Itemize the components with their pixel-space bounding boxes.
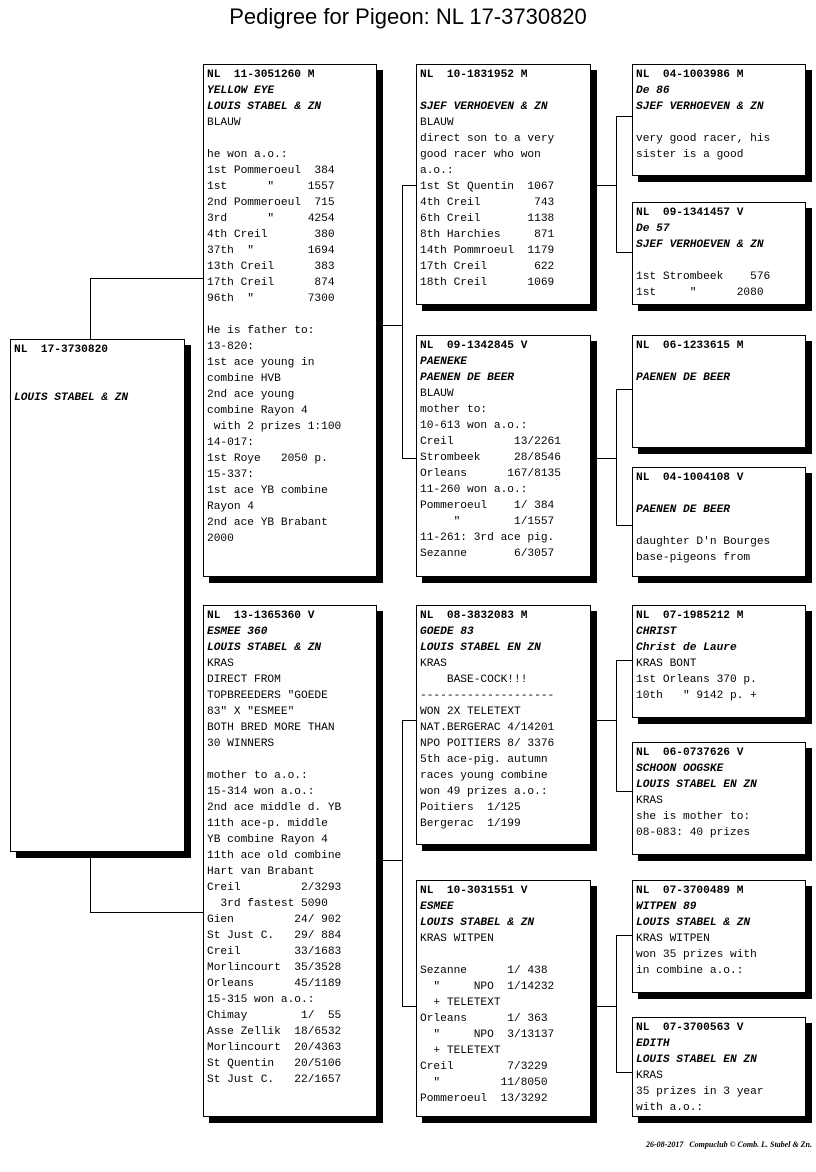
pigeon-name: ESMEE — [420, 901, 454, 913]
info-line: BLAUW — [420, 388, 454, 400]
info-line: " NPO 3/13137 — [420, 1029, 555, 1041]
info-line: KRAS — [636, 795, 663, 807]
pigeon-name: CHRIST — [636, 626, 677, 638]
info-line: he won a.o.: — [207, 149, 288, 161]
pigeon-name: PAENEKE — [420, 356, 467, 368]
info-line: Morlincourt 35/3528 — [207, 962, 342, 974]
breeder-name: SJEF VERHOEVEN & ZN — [636, 239, 764, 251]
pigeon-name — [636, 354, 801, 370]
info-line: Hart van Brabant — [207, 866, 315, 878]
pigeon-name: De 57 — [636, 223, 670, 235]
info-line: very good racer, his — [636, 133, 771, 145]
breeder-name: Christ de Laure — [636, 642, 737, 654]
info-line: Creil 2/3293 — [207, 882, 342, 894]
info-line: a.o.: — [420, 165, 454, 177]
info-line: 1st Pommeroeul 384 — [207, 165, 335, 177]
breeder-name: LOUIS STABEL EN ZN — [420, 642, 541, 654]
info-line: won 35 prizes with — [636, 949, 757, 961]
info-line: 14th Pommroeul 1179 — [420, 245, 555, 257]
info-line — [207, 131, 372, 147]
info-line: Pommeroeul 1/ 384 — [420, 500, 555, 512]
connector-line — [616, 935, 617, 1072]
connector-line — [616, 389, 633, 390]
info-line: 15-337: — [207, 469, 254, 481]
info-line: " 11/8050 — [420, 1077, 548, 1089]
info-line: 4th Creil 743 — [420, 197, 555, 209]
info-line: she is mother to: — [636, 811, 751, 823]
ring-number: NL 08-3832083 M — [420, 610, 528, 622]
info-line: 1st ace YB combine — [207, 485, 328, 497]
breeder-name: LOUIS STABEL EN ZN — [636, 779, 757, 791]
connector-line — [90, 851, 91, 912]
pigeon-card-dam[interactable] — [203, 605, 377, 1117]
info-line: daughter D'n Bourges — [636, 536, 771, 548]
pigeon-card-sd-sire[interactable] — [632, 335, 806, 448]
connector-line — [90, 278, 91, 340]
ring-number: NL 10-3031551 V — [420, 885, 528, 897]
connector-line — [402, 185, 403, 458]
pigeon-card-ds-dam[interactable] — [632, 742, 806, 855]
info-line: Chimay 1/ 55 — [207, 1010, 342, 1022]
info-line: BASE-COCK!!! — [420, 674, 528, 686]
info-line: 08-083: 40 prizes — [636, 827, 751, 839]
info-line: direct son to a very — [420, 133, 555, 145]
info-line: YB combine Rayon 4 — [207, 834, 328, 846]
info-line: 2000 — [207, 533, 234, 545]
ring-number: NL 06-0737626 V — [636, 747, 744, 759]
connector-line — [616, 660, 617, 791]
pigeon-card-sire[interactable] — [203, 64, 377, 577]
connector-line — [402, 458, 417, 459]
info-line: Sezanne 6/3057 — [420, 548, 555, 560]
info-line: 11-261: 3rd ace pig. — [420, 532, 555, 544]
info-line: + TELETEXT — [420, 997, 501, 1009]
info-line: KRAS BONT — [636, 658, 697, 670]
info-line: BLAUW — [420, 117, 454, 129]
info-line: mother to a.o.: — [207, 770, 308, 782]
connector-line — [616, 1072, 633, 1073]
info-line: 15-315 won a.o.: — [207, 994, 315, 1006]
info-line: won 49 prizes a.o.: — [420, 786, 548, 798]
info-line: Poitiers 1/125 — [420, 802, 521, 814]
info-line: St Quentin 20/5106 — [207, 1058, 342, 1070]
info-line: 30 WINNERS — [207, 738, 275, 750]
connector-line — [616, 791, 633, 792]
pigeon-card-dd-sire[interactable] — [632, 880, 806, 993]
breeder-name: PAENEN DE BEER — [636, 372, 730, 384]
info-line: Orleans 45/1189 — [207, 978, 342, 990]
info-line — [636, 253, 801, 269]
info-line: 2nd ace YB Brabant — [207, 517, 328, 529]
info-line: 1st ace young in — [207, 357, 315, 369]
ring-number: NL 07-3700563 V — [636, 1022, 744, 1034]
pigeon-name: ESMEE 360 — [207, 626, 268, 638]
info-line: mother to: — [420, 404, 488, 416]
info-line: 13-820: — [207, 341, 254, 353]
info-line: 14-017: — [207, 437, 254, 449]
info-line: good racer who won — [420, 149, 541, 161]
info-line: 3rd fastest 5090 — [207, 898, 328, 910]
info-line: Strombeek 28/8546 — [420, 452, 561, 464]
info-line: 2nd Pommeroeul 715 — [207, 197, 335, 209]
ring-number: NL 06-1233615 M — [636, 340, 744, 352]
pigeon-name — [420, 83, 586, 99]
breeder-name: SJEF VERHOEVEN & ZN — [420, 101, 548, 113]
connector-line — [402, 1006, 417, 1007]
spacer — [14, 358, 180, 374]
pigeon-card-subject[interactable] — [10, 339, 185, 852]
pigeon-name: De 86 — [636, 85, 670, 97]
connector-line — [402, 720, 403, 1006]
pigeon-name: GOEDE 83 — [420, 626, 474, 638]
info-line: 17th Creil 622 — [420, 261, 555, 273]
pigeon-card-dam-dam[interactable] — [416, 880, 591, 1117]
info-line: -------------------- — [420, 690, 555, 702]
info-line: NPO POITIERS 8/ 3376 — [420, 738, 555, 750]
info-line: 6th Creil 1138 — [420, 213, 555, 225]
pigeon-name: YELLOW EYE — [207, 85, 275, 97]
connector-line — [597, 1006, 617, 1007]
ring-number: NL 07-1985212 M — [636, 610, 744, 622]
info-line: KRAS — [420, 658, 447, 670]
info-line: 5th ace-pig. autumn — [420, 754, 548, 766]
info-line: Rayon 4 — [207, 501, 254, 513]
info-line: KRAS WITPEN — [636, 933, 710, 945]
connector-line — [616, 660, 633, 661]
breeder-name: PAENEN DE BEER — [420, 372, 514, 384]
connector-line — [597, 458, 617, 459]
info-line: Orleans 1/ 363 — [420, 1013, 548, 1025]
footer-credit: 26-08-2017 Compuclub © Comb. L. Stabel & Zn. — [646, 1140, 812, 1149]
info-line — [636, 115, 801, 131]
ring-number: NL 07-3700489 M — [636, 885, 744, 897]
breeder-name: LOUIS STABEL & ZN — [636, 917, 751, 929]
info-line: BOTH BRED MORE THAN — [207, 722, 335, 734]
info-line: KRAS WITPEN — [420, 933, 494, 945]
breeder-name: LOUIS STABEL & ZN — [207, 101, 322, 113]
breeder-name: SJEF VERHOEVEN & ZN — [636, 101, 764, 113]
ring-number: NL 10-1831952 M — [420, 69, 528, 81]
info-line — [636, 518, 801, 534]
connector-line — [597, 185, 617, 186]
pigeon-card-dd-dam[interactable] — [632, 1017, 806, 1117]
info-line: Pommeroeul 13/3292 — [420, 1093, 548, 1105]
ring-number: NL 09-1341457 V — [636, 207, 744, 219]
connector-line — [383, 860, 403, 861]
connector-line — [597, 720, 617, 721]
breeder-name: LOUIS STABEL & ZN — [14, 392, 129, 404]
connector-line — [402, 720, 417, 721]
info-line: Creil 7/3229 — [420, 1061, 548, 1073]
info-line: 8th Harchies 871 — [420, 229, 555, 241]
info-line: Sezanne 1/ 438 — [420, 965, 548, 977]
info-line: 1st Roye 2050 p. — [207, 453, 328, 465]
pigeon-card-ds-sire[interactable] — [632, 605, 806, 718]
info-line: 11th ace-p. middle — [207, 818, 328, 830]
info-line: 11th ace old combine — [207, 850, 342, 862]
connector-line — [616, 935, 633, 936]
info-line: 2nd ace young — [207, 389, 295, 401]
info-line: BLAUW — [207, 117, 241, 129]
info-line: 1st Strombeek 576 — [636, 271, 771, 283]
info-line: NAT.BERGERAC 4/14201 — [420, 722, 555, 734]
info-line: 17th Creil 874 — [207, 277, 335, 289]
info-line: Morlincourt 20/4363 — [207, 1042, 342, 1054]
info-line: in combine a.o.: — [636, 965, 744, 977]
info-line: 37th " 1694 — [207, 245, 335, 257]
pigeon-card-ss-dam[interactable] — [632, 202, 806, 305]
connector-line — [616, 116, 633, 117]
pigeon-name: WITPEN 89 — [636, 901, 697, 913]
info-line: TOPBREEDERS "GOEDE — [207, 690, 328, 702]
ring-number: NL 11-3051260 M — [207, 69, 315, 81]
info-line: " NPO 1/14232 — [420, 981, 555, 993]
breeder-name: LOUIS STABEL & ZN — [207, 642, 322, 654]
pigeon-card-sire-sire[interactable] — [416, 64, 591, 305]
info-line: 13th Creil 383 — [207, 261, 335, 273]
info-line: 2nd ace middle d. YB — [207, 802, 342, 814]
connector-line — [383, 325, 403, 326]
ring-number: NL 04-1003986 M — [636, 69, 744, 81]
connector-line — [402, 185, 417, 186]
info-line: Creil 13/2261 — [420, 436, 561, 448]
info-line: + TELETEXT — [420, 1045, 501, 1057]
breeder-name: LOUIS STABEL & ZN — [420, 917, 535, 929]
ring-number: NL 04-1004108 V — [636, 472, 744, 484]
info-line: Gien 24/ 902 — [207, 914, 342, 926]
pigeon-name — [14, 374, 180, 390]
info-line: St Just C. 29/ 884 — [207, 930, 342, 942]
info-line — [420, 947, 586, 963]
connector-line — [90, 912, 204, 913]
ring-number: NL 09-1342845 V — [420, 340, 528, 352]
pigeon-card-sd-dam[interactable] — [632, 467, 806, 577]
info-line: 1st St Quentin 1067 — [420, 181, 555, 193]
info-line: He is father to: — [207, 325, 315, 337]
breeder-name: PAENEN DE BEER — [636, 504, 730, 516]
page-title: Pedigree for Pigeon: NL 17-3730820 — [229, 4, 587, 29]
info-line: 96th " 7300 — [207, 293, 335, 305]
info-line: St Just C. 22/1657 — [207, 1074, 342, 1086]
connector-line — [616, 525, 633, 526]
info-line: 15-314 won a.o.: — [207, 786, 315, 798]
pigeon-card-ss-sire[interactable] — [632, 64, 806, 176]
info-line: WON 2X TELETEXT — [420, 706, 521, 718]
info-line: Creil 33/1683 — [207, 946, 342, 958]
info-line — [207, 752, 372, 768]
ring-number: NL 17-3730820 — [14, 344, 108, 356]
info-line: KRAS — [207, 658, 234, 670]
info-line: sister is a good — [636, 149, 744, 161]
info-line: Orleans 167/8135 — [420, 468, 561, 480]
info-line: 4th Creil 380 — [207, 229, 335, 241]
pigeon-name — [636, 486, 801, 502]
pigeon-card-dam-sire[interactable] — [416, 605, 591, 845]
connector-line — [616, 116, 617, 252]
info-line: combine Rayon 4 — [207, 405, 308, 417]
info-line: KRAS — [636, 1070, 663, 1082]
info-line: 1st " 1557 — [207, 181, 335, 193]
info-line: base-pigeons from — [636, 552, 751, 564]
info-line: races young combine — [420, 770, 548, 782]
connector-line — [616, 252, 633, 253]
info-line: 10-613 won a.o.: — [420, 420, 528, 432]
info-line: with a.o.: — [636, 1102, 704, 1114]
info-line: with 2 prizes 1:100 — [207, 421, 342, 433]
info-line: 83" X "ESMEE" — [207, 706, 295, 718]
info-line: 1st " 2080 — [636, 287, 764, 299]
info-line: 18th Creil 1069 — [420, 277, 555, 289]
info-line: combine HVB — [207, 373, 281, 385]
info-line: 11-260 won a.o.: — [420, 484, 528, 496]
info-line: 10th " 9142 p. + — [636, 690, 757, 702]
info-line: 1st Orleans 370 p. — [636, 674, 757, 686]
info-line: 35 prizes in 3 year — [636, 1086, 764, 1098]
connector-line — [616, 389, 617, 525]
info-line: Asse Zellik 18/6532 — [207, 1026, 342, 1038]
info-line: " 1/1557 — [420, 516, 555, 528]
info-line: DIRECT FROM — [207, 674, 281, 686]
info-line: 3rd " 4254 — [207, 213, 335, 225]
pigeon-name: SCHOON OOGSKE — [636, 763, 724, 775]
pigeon-name: EDITH — [636, 1038, 670, 1050]
breeder-name: LOUIS STABEL EN ZN — [636, 1054, 757, 1066]
pigeon-card-sire-dam[interactable] — [416, 335, 591, 577]
ring-number: NL 13-1365360 V — [207, 610, 315, 622]
info-line — [207, 307, 372, 323]
connector-line — [90, 278, 204, 279]
info-line: Bergerac 1/199 — [420, 818, 521, 830]
